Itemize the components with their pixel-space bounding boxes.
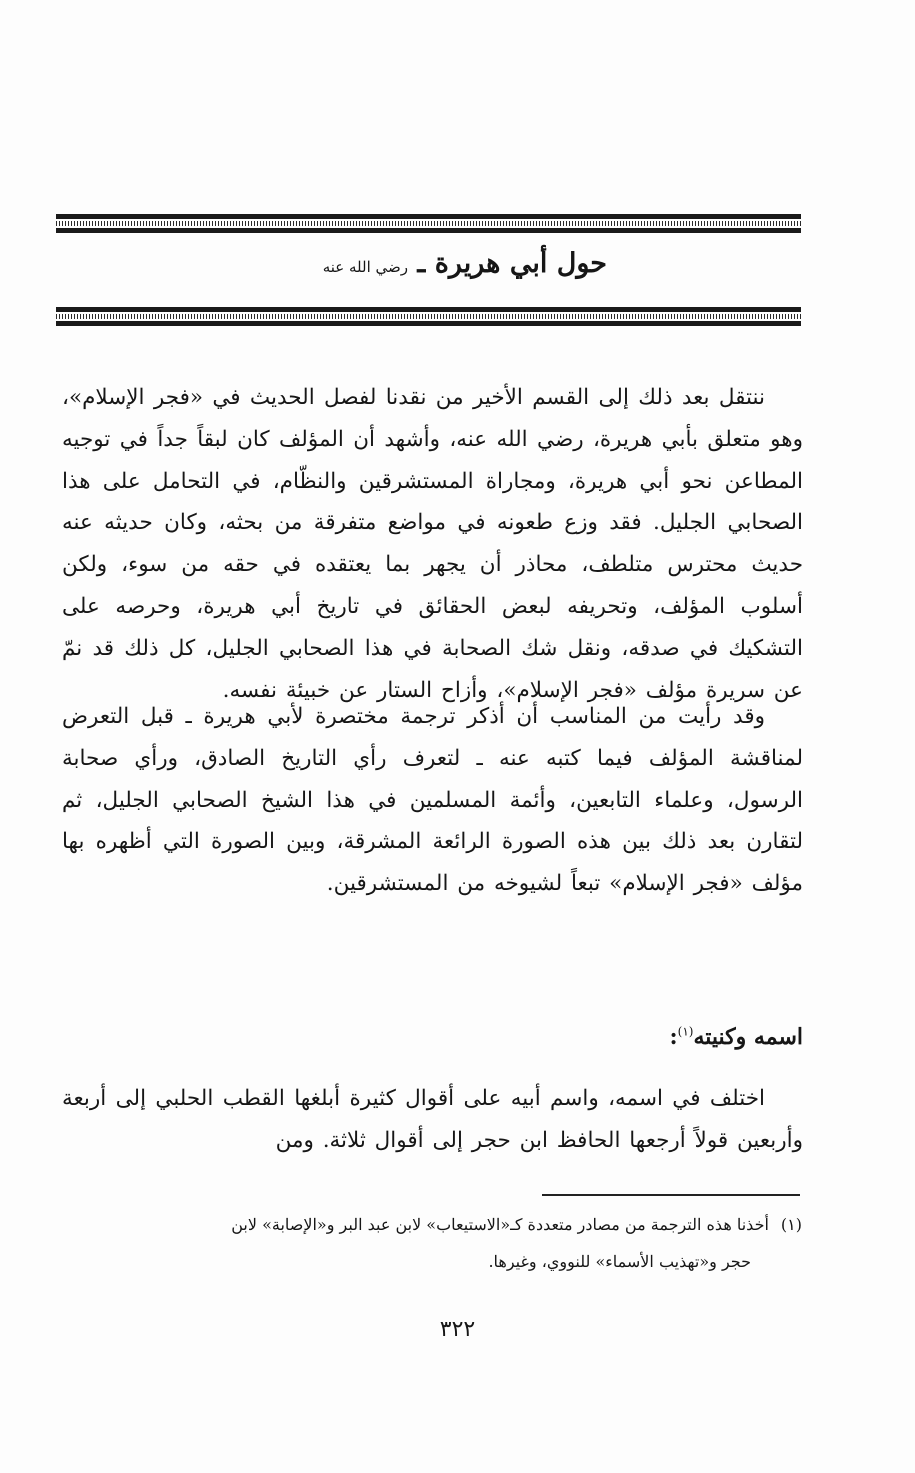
footnote-line-1: أخذنا هذه الترجمة من مصادر متعددة كـ«الاستيعاب» لابن عبد البر و«الإصابة» لابن bbox=[231, 1215, 769, 1234]
chapter-title-honorific: رضي الله عنه bbox=[322, 258, 408, 276]
footnote bbox=[56, 1206, 802, 1280]
paragraph-3: اختلف في اسمه، واسم أبيه على أقوال كثيرة أبلغها القطب الحلبي إلى أربعة وأربعين قولاً أرجعها الحافظ ابن حجر إلى أقوال ثلاثة. ومن bbox=[62, 1086, 803, 1153]
page-number: ٣٢٢ bbox=[439, 1317, 476, 1342]
paragraph-2: وقد رأيت من المناسب أن أذكر ترجمة مختصرة لأبي هريرة ـ قبل التعرض لمناقشة المؤلف فيما كتبه عنه ـ لتعرف رأي التاريخ الصادق، ورأي صحابة الرسول، وعلماء التابعين، وأئمة المسلمين في هذا الشيخ الصحابي الجليل، ثم لتقارن بعد ذلك بين هذه الصورة الرائعة المشرقة، وبين الصورة التي أظهره بها مؤلف «فجر الإسلام» تبعاً لشيوخه من المستشرقين. bbox=[62, 704, 803, 897]
chapter-title bbox=[323, 248, 607, 279]
section-heading bbox=[670, 1024, 803, 1050]
header-top-rule bbox=[56, 214, 801, 233]
paragraph-1: ننتقل بعد ذلك إلى القسم الأخير من نقدنا لفصل الحديث في «فجر الإسلام»، وهو متعلق بأبي هريرة، رضي الله عنه، وأشهد أن المؤلف كان لبقاً جداً في توجيه المطاعن نحو أبي هريرة، ومجاراة المستشرقين والنظّام، في التحامل على هذا الصحابي الجليل. فقد وزع طعونه في مواضع متفرقة من بحثه، وكان حديثه عنه حديث محترس متلطف، محاذر أن يجهر بما يعتقده في حقه من سوء، ولكن أسلوب المؤلف، وتحريفه لبعض الحقائق في تاريخ أبي هريرة، وحرصه على التشكيك في صدقه، ونقل شك الصحابة في هذا الصحابي الجليل، كل ذلك قد نمّ عن سريرة مؤلف «فجر الإسلام»، وأزاح الستار عن خبيئة نفسه. bbox=[62, 385, 803, 703]
footnote-number: (١) bbox=[780, 1215, 802, 1234]
footnote-line-2: حجر و«تهذيب الأسماء» للنووي، وغيرها. bbox=[488, 1252, 751, 1271]
section-heading-colon: : bbox=[669, 1024, 678, 1050]
chapter-title-text: حول أبي هريرة bbox=[434, 248, 607, 279]
chapter-title-separator: ـ bbox=[408, 248, 435, 279]
header-bottom-rule bbox=[56, 307, 801, 326]
section-heading-text: اسمه وكنيته bbox=[693, 1024, 803, 1050]
footnote-separator bbox=[542, 1194, 800, 1196]
footnote-reference[interactable]: (١) bbox=[677, 1024, 694, 1039]
